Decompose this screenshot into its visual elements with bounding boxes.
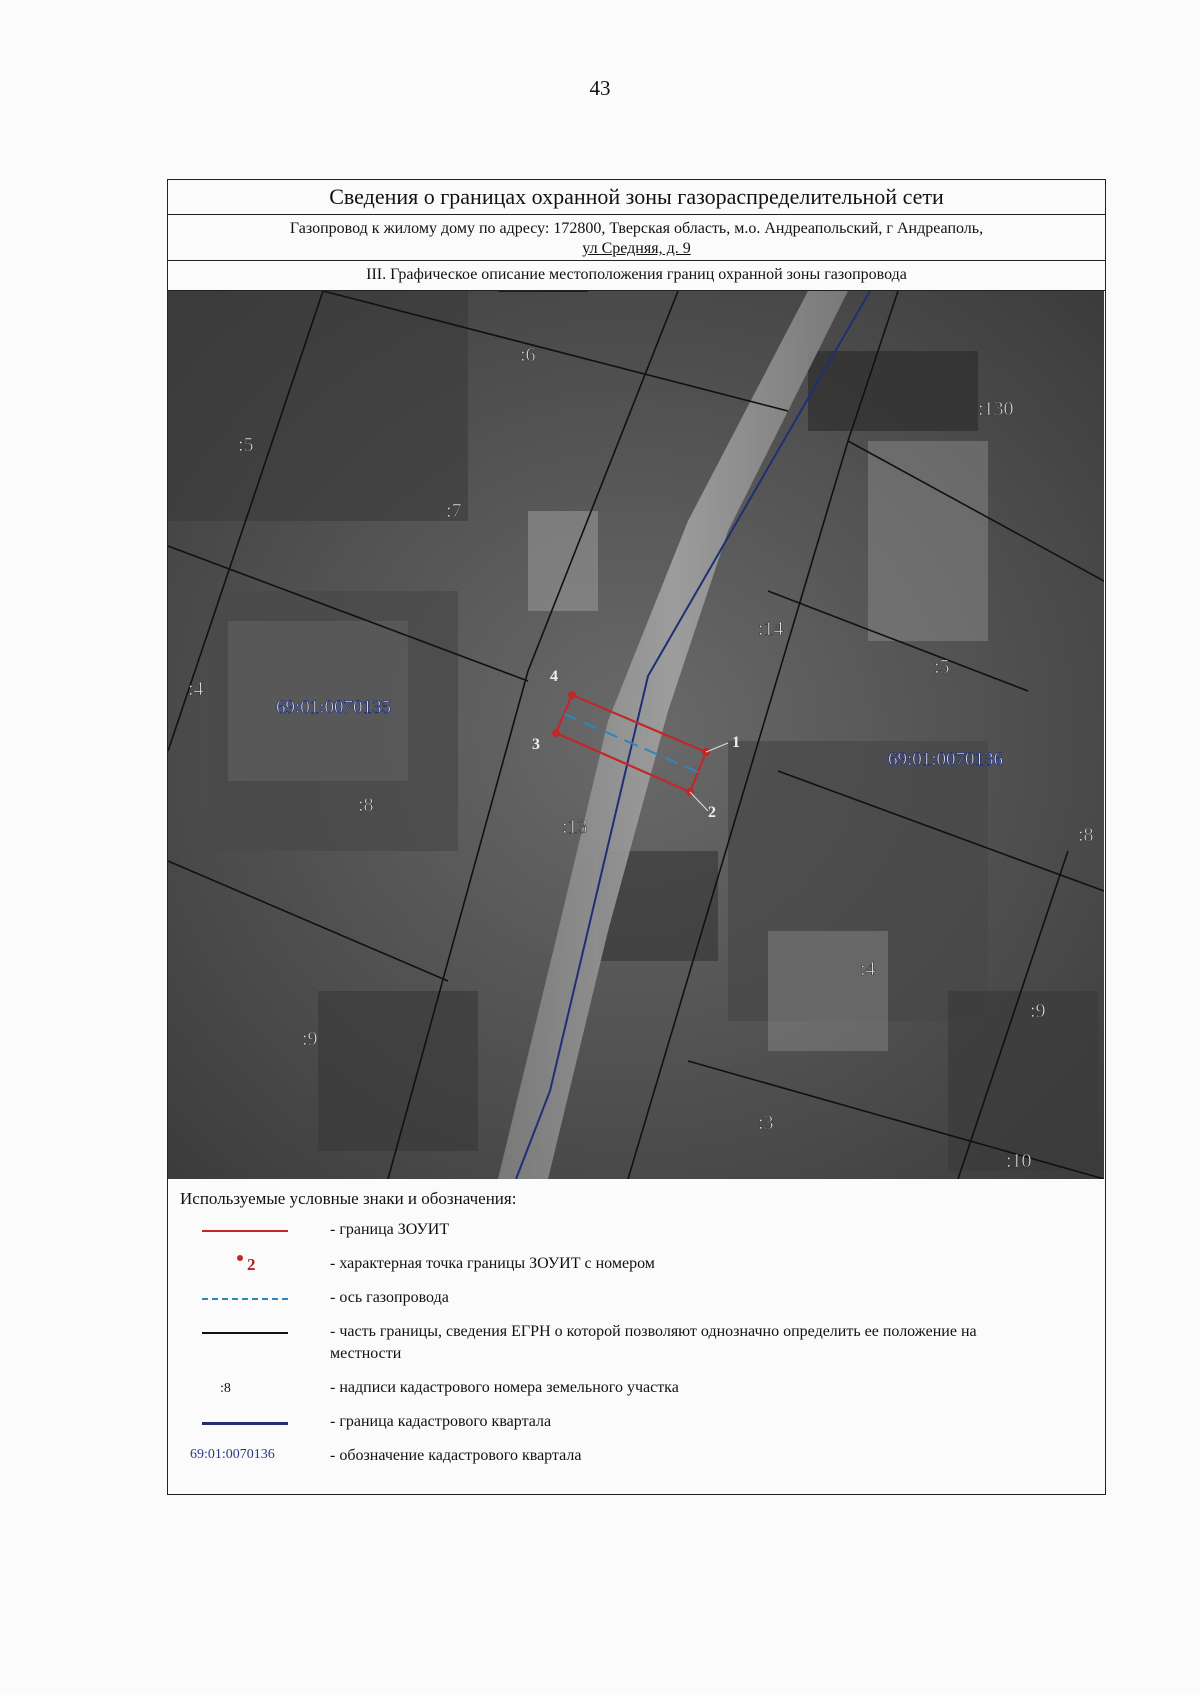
document-title: Сведения о границах охранной зоны газораспределительной сети (168, 180, 1105, 215)
parcel-label: :8 (1078, 824, 1094, 846)
gas-axis-symbol (180, 1287, 330, 1313)
legend-text: - надписи кадастрового номера земельного участка (330, 1379, 679, 1396)
quarter-label: 69:01:0070136 (888, 749, 1004, 770)
legend-text: - граница кадастрового квартала (330, 1413, 552, 1430)
legend-item (180, 1411, 1105, 1445)
zoui-point-3 (552, 729, 560, 737)
parcel-label: :4 (188, 678, 204, 700)
legend-text: - ось газопровода (330, 1289, 449, 1306)
object-address-line2: ул Средняя, д. 9 (582, 240, 691, 257)
legend-item (180, 1321, 1105, 1377)
map-aerial-photo (168, 291, 1104, 1179)
legend-text: - характерная точка границы ЗОУИТ с номером (330, 1255, 655, 1272)
section-title: III. Графическое описание местоположения границ охранной зоны газопровода (168, 261, 1105, 291)
object-address-line1: Газопровод к жилому дому по адресу: 172800, Тверская область, м.о. Андреапольский, г Андреаполь, (289, 220, 984, 237)
parcel-label: :10 (1006, 1150, 1032, 1172)
parcel-label: :9 (302, 1028, 318, 1050)
legend-item (180, 1445, 1105, 1479)
quarter-label-symbol (180, 1445, 330, 1471)
point-label-3: 3 (532, 736, 540, 753)
map-drawing (168, 291, 1104, 1179)
document-frame (167, 179, 1106, 1495)
parcel-label: :3 (758, 1112, 774, 1134)
legend (168, 1179, 1105, 1479)
legend-item (180, 1287, 1105, 1321)
parcel-boundary-symbol (180, 1321, 330, 1347)
point-label-2: 2 (708, 804, 716, 821)
parcel-label: :130 (978, 398, 1014, 420)
quarter-label: 69:01:0070135 (276, 697, 392, 718)
point-label-1: 1 (732, 734, 740, 751)
parcel-label: :6 (520, 344, 536, 366)
legend-text: - часть границы, сведения ЕГРН о которой позволяют однозначно определить ее положение на местности (330, 1323, 977, 1362)
legend-text: - граница ЗОУИТ (330, 1221, 450, 1238)
parcel-number-symbol (180, 1377, 330, 1403)
parcel-label: :13 (562, 816, 588, 838)
zoui-point-symbol (180, 1253, 330, 1279)
legend-item (180, 1219, 1105, 1253)
point-label-4: 4 (550, 668, 558, 685)
parcel-label: :4 (860, 958, 876, 980)
object-description (168, 215, 1105, 261)
legend-item (180, 1253, 1105, 1287)
zoui-point-4 (568, 691, 576, 699)
page-number: 43 (589, 76, 611, 100)
legend-point-number: 2 (247, 1255, 256, 1274)
parcel-label: :8 (358, 794, 374, 816)
legend-parcel-example: :8 (220, 1381, 231, 1396)
legend-text: - обозначение кадастрового квартала (330, 1447, 582, 1464)
parcel-label: :5 (238, 434, 254, 456)
legend-item (180, 1377, 1105, 1411)
zoui-boundary-symbol (180, 1219, 330, 1245)
legend-quarter-example: 69:01:0070136 (190, 1447, 275, 1462)
quarter-boundary-symbol (180, 1411, 330, 1437)
legend-title: Используемые условные знаки и обозначения: (180, 1189, 517, 1208)
parcel-label: :5 (934, 656, 950, 678)
parcel-label: :7 (446, 500, 462, 522)
parcel-label: :9 (1030, 1000, 1046, 1022)
parcel-label: :14 (758, 618, 784, 640)
